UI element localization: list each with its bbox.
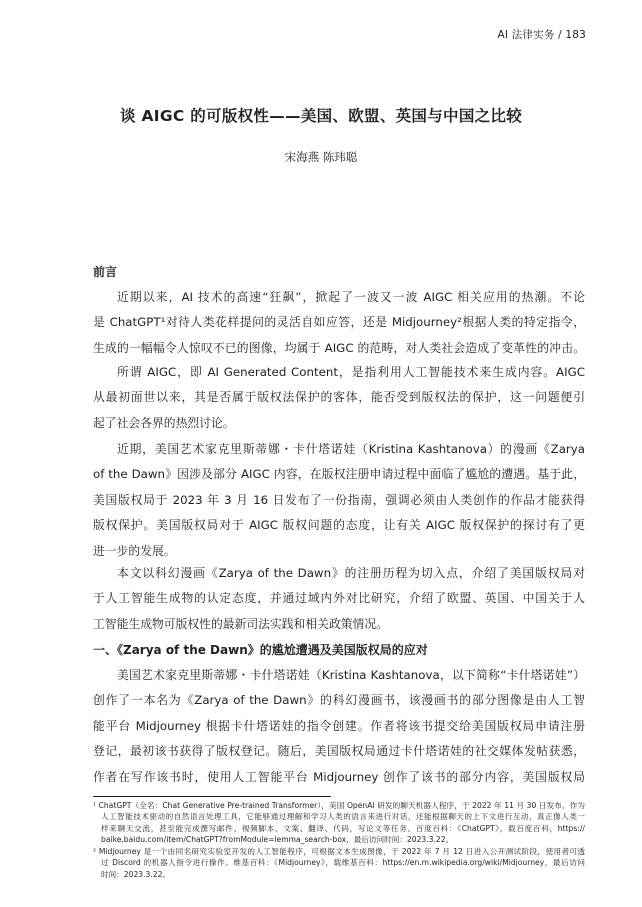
paragraph-4 [93,561,585,637]
footnote-rule [93,796,331,797]
footnote-line: ² Midjourney 是一个由同名研究实验室开发的人工智能程序，可根据文本生成图像，于 2022 年 7 月 12 日进入公开测试阶段，使用者可透 [93,847,585,856]
text-line: 能平台 Midjourney 根据卡什塔诺娃的指令创建。作者将该书提交给美国版权局申请注册 [93,718,585,733]
section-1-paragraph [93,663,585,790]
text-line: 起了社会各界的热烈讨论。 [93,415,235,430]
footnote-line: 时间：2023.3.22。 [101,869,171,879]
authors: 宋海燕 陈玮聪 [284,150,358,164]
footnote-line: 样来聊天交流，甚至能完成撰写邮件、视频脚本、文案、翻译、代码，写论文等任务。百度百科：《ChatGPT》，载百度百科，https:// [101,823,585,833]
paragraph-3 [93,437,585,564]
running-head: AI 法律实务 / 183 [497,29,586,41]
footnote-2 [93,846,585,880]
preface-heading: 前言 [93,265,118,279]
footnote-line: ¹ ChatGPT（全名：Chat Generative Pre-trained Transformer），美国 OpenAI 研发的聊天机器人程序，于 2022 年 11 月 30 日发布。作为 [93,801,585,810]
text-line: 作者在写作该书时，使用人工智能平台 Midjourney 创作了该书的部分内容，美国版权局 [93,769,585,784]
footnote-line: 过 Discord 的机器人指令进行操作。维基百科：《Midjourney》，载维基百科：https://en.m.wikipedia.org/wiki/Midjourney，最后访问 [101,858,585,868]
text-line: 创作了一本名为《Zarya of the Dawn》的科幻漫画书，该漫画书的部分图像是由人工智 [93,693,585,708]
text-line: 近期以来，AI 技术的高速“狂飙”，掀起了一波又一波 AIGC 相关应用的热潮。不论 [117,290,585,304]
text-line: 是 ChatGPT¹对待人类花样提问的灵活自如应答，还是 Midjourney²根据人类的特定指令， [93,315,585,330]
text-line: 版权保护。美国版权局对于 AIGC 版权问题的态度，让有关 AIGC 版权保护的探讨有了更 [93,518,585,533]
text-line: 从最初面世以来，其是否属于版权法保护的客体，能否受到版权法的保护，这一问题便引 [93,390,585,405]
text-line: 近期，美国艺术家克里斯蒂娜・卡什塔诺娃（Kristina Kashtanova）的漫画《Zarya [117,442,585,456]
paper-title: 谈 AIGC 的可版权性——美国、欧盟、英国与中国之比较 [119,107,523,125]
section-1-heading: 一、《Zarya of the Dawn》的尴尬遭遇及美国版权局的应对 [93,643,428,657]
footnote-line: baike.baidu.com/item/ChatGPT?fromModule=lemma_search-box，最后访问时间：2023.3.22。 [101,835,454,845]
footnote-1 [93,800,585,846]
text-line: 进一步的发展。 [93,543,176,558]
text-line: 于人工智能生成物的认定态度，并通过域内外对比研究，介绍了欧盟、英国、中国关于人 [93,591,585,606]
text-line: 美国艺术家克里斯蒂娜・卡什塔诺娃（Kristina Kashtanova，以下简称“卡什塔诺娃”） [117,668,585,682]
paragraph-1 [93,285,585,361]
text-line: 登记，最初该书获得了版权登记。随后，美国版权局通过卡什塔诺娃的社交媒体发帖获悉， [93,744,585,759]
text-line: 本文以科幻漫画《Zarya of the Dawn》的注册历程为切入点，介绍了美国版权局对 [117,566,585,580]
text-line: 美国版权局于 2023 年 3 月 16 日发布了一份指南，强调必须由人类创作的作品才能获得 [93,492,585,507]
text-line: 工智能生成物可版权性的最新司法实践和相关政策情况。 [93,616,388,631]
text-line: 所谓 AIGC，即 AI Generated Content，是指利用人工智能技术来生成内容。AIGC [117,365,585,379]
footnote-line: 人工智能技术驱动的自然语言处理工具，它能够通过理解和学习人类的语言来进行对话，还能根据聊天的上下文进行互动，真正像人类一 [101,812,585,822]
text-line: of the Dawn》因涉及部分 AIGC 内容，在版权注册申请过程中面临了尴尬的遭遇。基于此， [93,467,585,482]
paragraph-2 [93,360,585,436]
text-line: 生成的一幅幅令人惊叹不已的图像，均属于 AIGC 的范畴，对人类社会造成了变革性的冲击。 [93,340,585,355]
